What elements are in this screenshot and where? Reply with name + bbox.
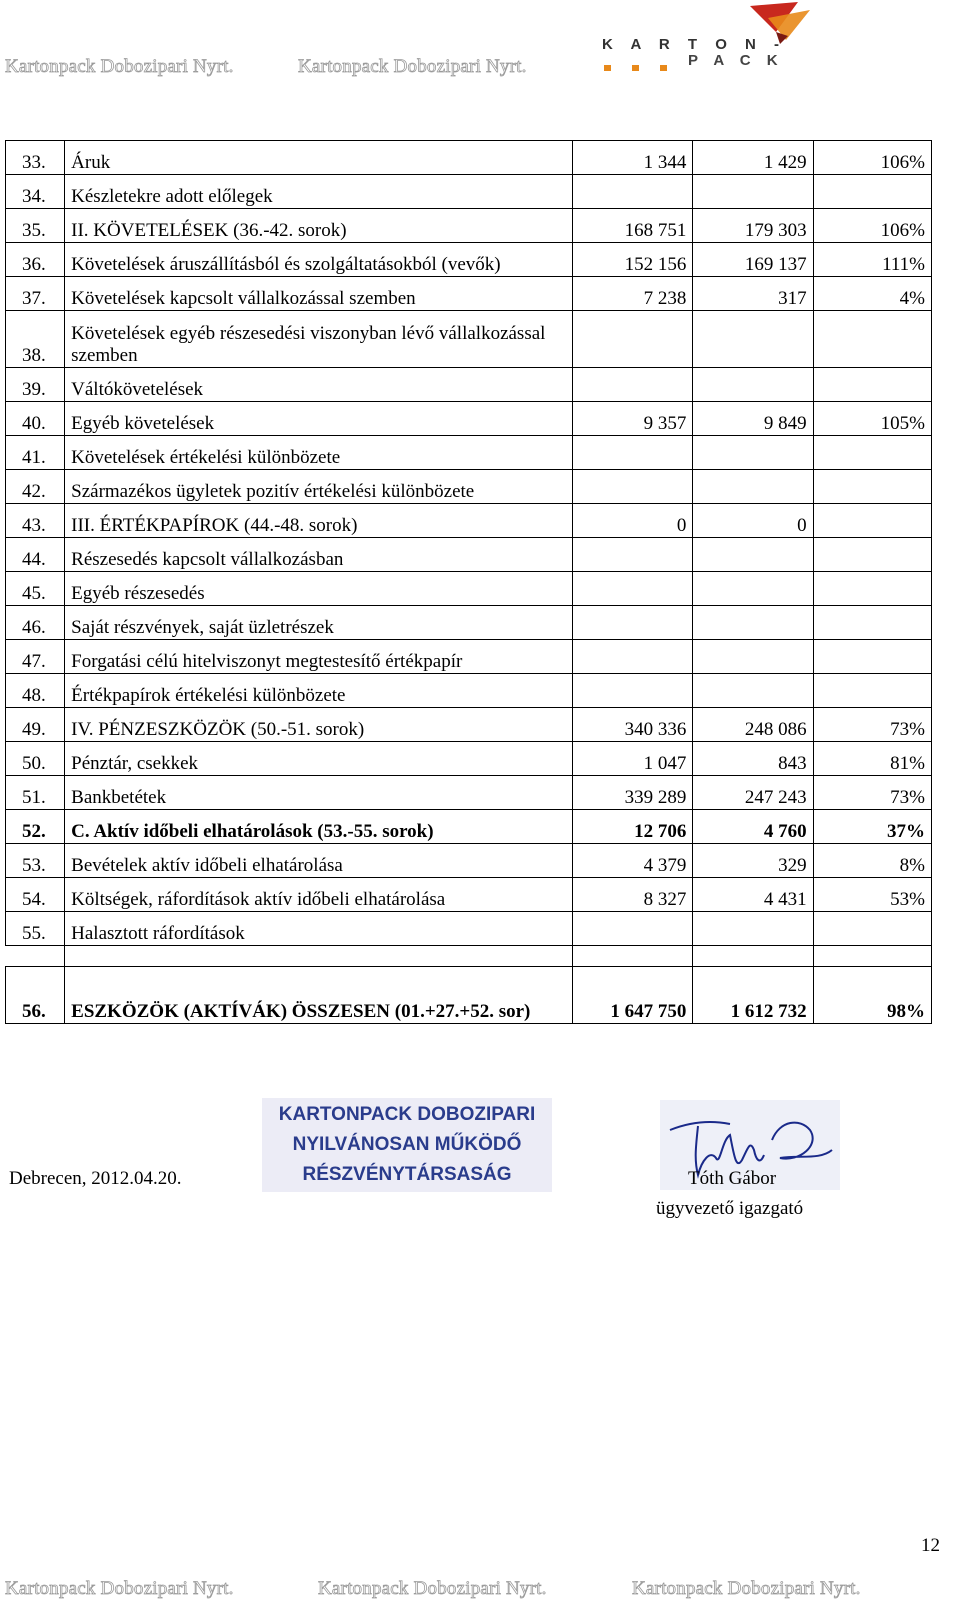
row-value-curr: 4 760 (693, 810, 813, 844)
row-value-curr (693, 175, 813, 209)
row-value-curr (693, 572, 813, 606)
row-value-prev (573, 912, 693, 946)
spacer-cell (573, 946, 693, 967)
row-label: II. KÖVETELÉSEK (36.-42. sorok) (65, 209, 573, 243)
table-row (6, 538, 932, 572)
row-value-curr (693, 606, 813, 640)
row-index: 53% (813, 878, 931, 912)
total-row-index: 98% (813, 967, 931, 1024)
table-row (6, 674, 932, 708)
table-row (6, 470, 932, 504)
balance-sheet-rows (6, 141, 932, 946)
row-value-curr: 329 (693, 844, 813, 878)
row-label: Pénztár, csekkek (65, 742, 573, 776)
row-index (813, 436, 931, 470)
row-index (813, 311, 931, 368)
row-value-prev (573, 311, 693, 368)
row-index (813, 368, 931, 402)
row-label: Halasztott ráfordítások (65, 912, 573, 946)
row-label: C. Aktív időbeli elhatárolások (53.-55. sorok) (65, 810, 573, 844)
total-row-label: ESZKÖZÖK (AKTÍVÁK) ÖSSZESEN (01.+27.+52. sor) (65, 967, 573, 1024)
row-value-prev (573, 470, 693, 504)
row-label: Egyéb követelések (65, 402, 573, 436)
row-number: 35. (6, 209, 65, 243)
footer-watermark-1: Kartonpack Dobozipari Nyrt. (5, 1578, 234, 1599)
row-value-curr: 179 303 (693, 209, 813, 243)
row-value-prev (573, 368, 693, 402)
table-row (6, 141, 932, 175)
table-spacer-row (6, 946, 932, 967)
row-number: 55. (6, 912, 65, 946)
balance-sheet-table (5, 140, 932, 1024)
table-row (6, 243, 932, 277)
table-row (6, 209, 932, 243)
row-number: 44. (6, 538, 65, 572)
row-number: 41. (6, 436, 65, 470)
row-number: 50. (6, 742, 65, 776)
row-value-curr (693, 640, 813, 674)
row-index (813, 175, 931, 209)
row-label: Költségek, ráfordítások aktív időbeli elhatárolása (65, 878, 573, 912)
table-row (6, 311, 932, 368)
row-label: Bevételek aktív időbeli elhatárolása (65, 844, 573, 878)
row-index: 37% (813, 810, 931, 844)
row-value-curr: 843 (693, 742, 813, 776)
row-number: 47. (6, 640, 65, 674)
row-value-prev: 0 (573, 504, 693, 538)
row-value-curr (693, 470, 813, 504)
table-row (6, 277, 932, 311)
row-index (813, 470, 931, 504)
place-and-date: Debrecen, 2012.04.20. (9, 1168, 182, 1189)
row-index (813, 606, 931, 640)
logo-text-karton: K A R T O N - (602, 36, 787, 53)
table-row (6, 878, 932, 912)
row-value-prev (573, 175, 693, 209)
table-row (6, 776, 932, 810)
row-label: Értékpapírok értékelési különbözete (65, 674, 573, 708)
row-value-prev (573, 436, 693, 470)
row-label: IV. PÉNZESZKÖZÖK (50.-51. sorok) (65, 708, 573, 742)
row-index: 81% (813, 742, 931, 776)
row-value-prev (573, 538, 693, 572)
row-value-curr: 9 849 (693, 402, 813, 436)
row-value-prev: 1 047 (573, 742, 693, 776)
company-stamp (262, 1098, 552, 1192)
row-number: 39. (6, 368, 65, 402)
row-index (813, 912, 931, 946)
spacer-cell (6, 946, 65, 967)
row-index: 73% (813, 708, 931, 742)
row-label: Származékos ügyletek pozitív értékelési különbözete (65, 470, 573, 504)
row-value-curr: 169 137 (693, 243, 813, 277)
row-value-curr: 317 (693, 277, 813, 311)
row-number: 53. (6, 844, 65, 878)
table-row (6, 368, 932, 402)
row-index: 73% (813, 776, 931, 810)
row-label: Követelések egyéb részesedési viszonyban lévő vállalkozással szemben (65, 311, 573, 368)
row-number: 51. (6, 776, 65, 810)
row-value-curr (693, 674, 813, 708)
row-number: 46. (6, 606, 65, 640)
row-value-prev: 4 379 (573, 844, 693, 878)
row-index: 8% (813, 844, 931, 878)
table-row (6, 175, 932, 209)
row-value-curr: 4 431 (693, 878, 813, 912)
row-value-prev: 168 751 (573, 209, 693, 243)
table-row (6, 742, 932, 776)
spacer-cell (65, 946, 573, 967)
row-value-prev: 340 336 (573, 708, 693, 742)
row-value-prev: 9 357 (573, 402, 693, 436)
row-value-prev: 152 156 (573, 243, 693, 277)
spacer-cell (693, 946, 813, 967)
row-value-prev (573, 572, 693, 606)
row-number: 52. (6, 810, 65, 844)
table-row (6, 844, 932, 878)
row-value-curr (693, 912, 813, 946)
table-row (6, 402, 932, 436)
row-label: III. ÉRTÉKPAPÍROK (44.-48. sorok) (65, 504, 573, 538)
header-watermark-right: Kartonpack Dobozipari Nyrt. (298, 56, 527, 77)
stamp-line-3: RÉSZVÉNYTÁRSASÁG (302, 1164, 512, 1185)
table-row (6, 912, 932, 946)
total-row-value-prev: 1 647 750 (573, 967, 693, 1024)
total-row-number: 56. (6, 967, 65, 1024)
row-label: Követelések áruszállításból és szolgáltatásokból (vevők) (65, 243, 573, 277)
row-value-curr (693, 311, 813, 368)
row-number: 38. (6, 311, 65, 368)
footer-watermark-3: Kartonpack Dobozipari Nyrt. (632, 1578, 861, 1599)
row-label: Váltókövetelések (65, 368, 573, 402)
row-number: 45. (6, 572, 65, 606)
row-number: 49. (6, 708, 65, 742)
row-number: 36. (6, 243, 65, 277)
spacer-cell (813, 946, 931, 967)
row-value-prev: 339 289 (573, 776, 693, 810)
row-value-curr: 248 086 (693, 708, 813, 742)
row-index: 105% (813, 402, 931, 436)
row-number: 33. (6, 141, 65, 175)
row-number: 42. (6, 470, 65, 504)
row-value-prev (573, 640, 693, 674)
row-label: Saját részvények, saját üzletrészek (65, 606, 573, 640)
row-label: Forgatási célú hitelviszonyt megtestesítő értékpapír (65, 640, 573, 674)
signer-title: ügyvezető igazgató (656, 1198, 804, 1219)
row-value-prev: 1 344 (573, 141, 693, 175)
total-row-value-curr: 1 612 732 (693, 967, 813, 1024)
row-index (813, 538, 931, 572)
table-row (6, 708, 932, 742)
row-value-curr: 0 (693, 504, 813, 538)
row-number: 54. (6, 878, 65, 912)
stamp-line-1: KARTONPACK DOBOZIPARI (278, 1104, 536, 1125)
row-number: 40. (6, 402, 65, 436)
row-label: Követelések kapcsolt vállalkozással szemben (65, 277, 573, 311)
row-value-prev (573, 606, 693, 640)
karton-pack-logo (600, 0, 920, 80)
row-index (813, 572, 931, 606)
row-index (813, 640, 931, 674)
stamp-line-2: NYILVÁNOSAN MŰKÖDŐ (292, 1134, 522, 1155)
table-row (6, 606, 932, 640)
row-number: 48. (6, 674, 65, 708)
table-row (6, 504, 932, 538)
row-label: Készletekre adott előlegek (65, 175, 573, 209)
row-index (813, 674, 931, 708)
row-value-prev: 8 327 (573, 878, 693, 912)
row-label: Bankbetétek (65, 776, 573, 810)
row-index: 106% (813, 209, 931, 243)
row-label: Követelések értékelési különbözete (65, 436, 573, 470)
signer-name: Tóth Gábor (688, 1168, 777, 1189)
row-index: 106% (813, 141, 931, 175)
row-value-prev (573, 674, 693, 708)
row-value-curr (693, 368, 813, 402)
balance-sheet-total (6, 946, 932, 1024)
row-index: 4% (813, 277, 931, 311)
row-number: 34. (6, 175, 65, 209)
row-label: Részesedés kapcsolt vállalkozásban (65, 538, 573, 572)
row-number: 43. (6, 504, 65, 538)
table-row (6, 436, 932, 470)
logo-text-pack: P A C K (688, 52, 784, 69)
row-label: Egyéb részesedés (65, 572, 573, 606)
page-number: 12 (921, 1535, 940, 1556)
row-value-prev: 7 238 (573, 277, 693, 311)
row-value-curr (693, 436, 813, 470)
row-value-prev: 12 706 (573, 810, 693, 844)
table-row (6, 810, 932, 844)
row-value-curr: 247 243 (693, 776, 813, 810)
row-value-curr: 1 429 (693, 141, 813, 175)
row-index (813, 504, 931, 538)
footer-watermark-2: Kartonpack Dobozipari Nyrt. (318, 1578, 547, 1599)
table-row (6, 640, 932, 674)
table-row (6, 572, 932, 606)
header-watermark-left: Kartonpack Dobozipari Nyrt. (5, 56, 234, 77)
row-number: 37. (6, 277, 65, 311)
row-index: 111% (813, 243, 931, 277)
total-row (6, 967, 932, 1024)
row-value-curr (693, 538, 813, 572)
row-label: Áruk (65, 141, 573, 175)
